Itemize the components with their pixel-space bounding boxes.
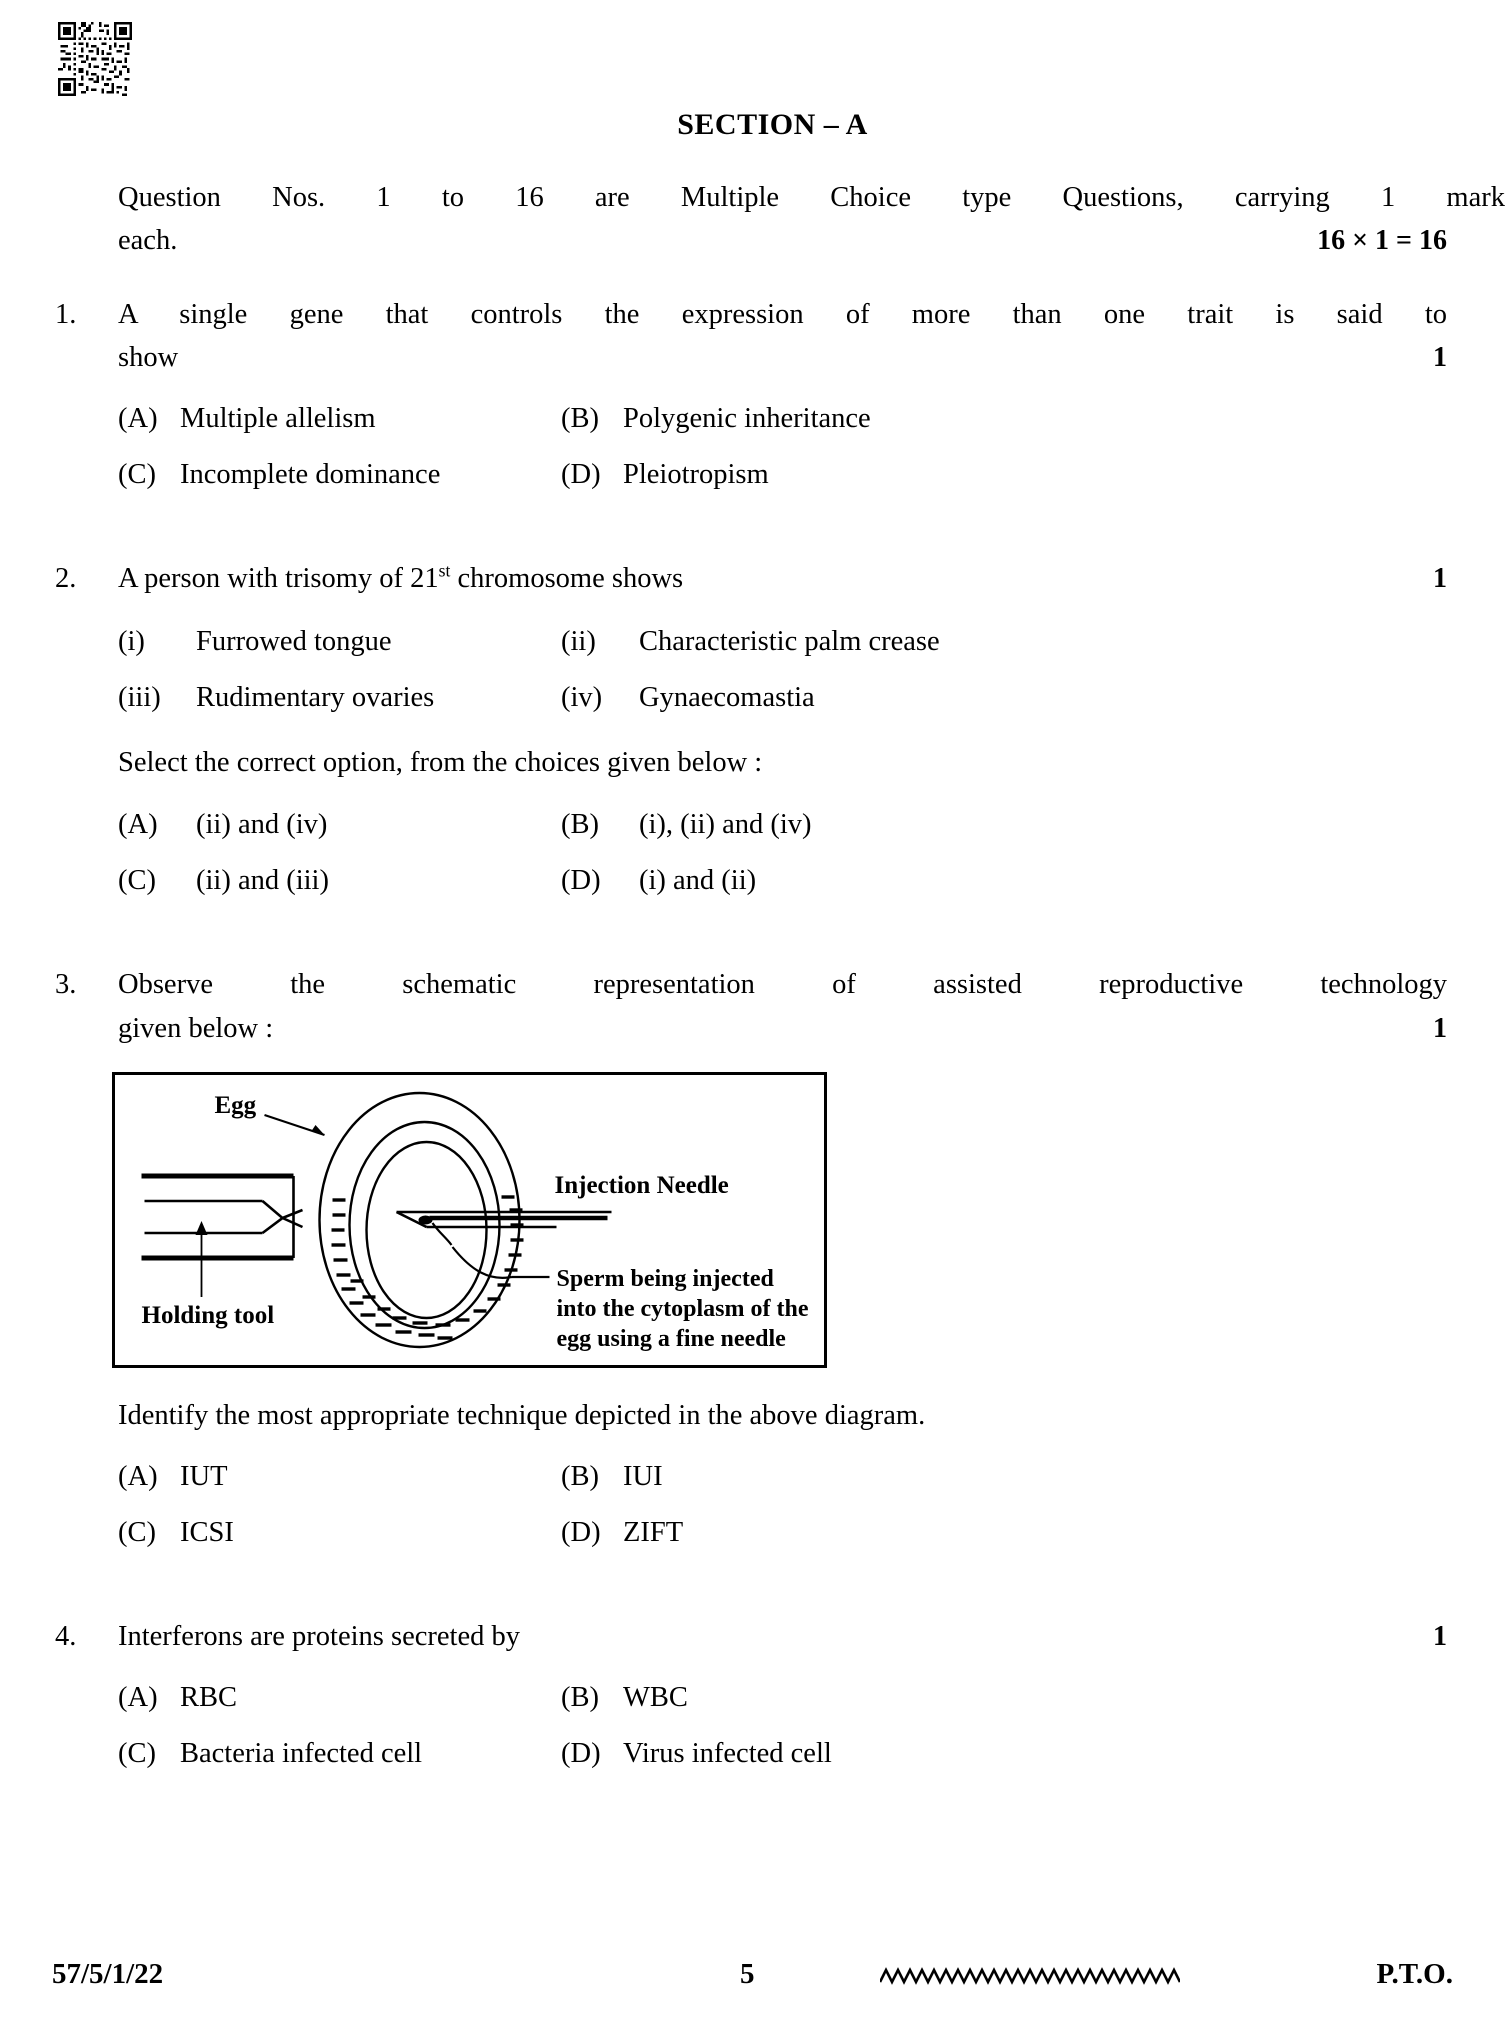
instruction-block (0, 176, 1505, 263)
statement-ii-label: (ii) (561, 625, 596, 657)
option-a-label: (A) (118, 1681, 158, 1713)
option-c[interactable] (118, 1512, 561, 1553)
question-4-text-row (118, 1615, 1447, 1659)
option-d-text: ZIFT (623, 1516, 684, 1548)
section-title: SECTION – A (677, 108, 868, 141)
option-c[interactable] (118, 1733, 561, 1774)
question-2-number: 2. (55, 563, 77, 595)
statement-iv (561, 677, 1447, 718)
option-a-text: (ii) and (iv) (196, 808, 328, 840)
option-d[interactable] (561, 1733, 1447, 1774)
option-a[interactable] (118, 1456, 561, 1497)
question-2-options (118, 804, 1447, 902)
option-b-label: (B) (561, 808, 599, 840)
option-c-label: (C) (118, 865, 156, 897)
question-2-text-row (118, 557, 1447, 601)
question-3-marks: 1 (1433, 1012, 1447, 1044)
question-1 (0, 293, 1505, 495)
statement-i-text: Furrowed tongue (196, 625, 392, 657)
option-row (118, 860, 1447, 901)
option-b-label: (B) (561, 1681, 599, 1713)
option-b-text: (i), (ii) and (iv) (639, 808, 812, 840)
question-2-text (118, 557, 683, 600)
question-4-number: 4. (55, 1621, 77, 1653)
svg-text:Sperm being injected: Sperm being injected (556, 1266, 774, 1293)
statement-iii-label: (iii) (118, 682, 161, 714)
option-d-label: (D) (561, 865, 601, 897)
option-a[interactable] (118, 398, 561, 439)
statement-row (118, 677, 1447, 718)
option-row (118, 1512, 1447, 1553)
statement-iii-text: Rudimentary ovaries (196, 682, 435, 714)
question-3-figure-wrapper (112, 1072, 1505, 1368)
question-2-marks: 1 (1433, 563, 1447, 595)
statement-ii-text: Characteristic palm crease (639, 625, 940, 657)
option-row (118, 454, 1447, 495)
question-2-statements (118, 621, 1447, 719)
option-c[interactable] (118, 454, 561, 495)
option-d-label: (D) (561, 1738, 601, 1770)
question-4-marks: 1 (1433, 1621, 1447, 1653)
question-3-text-line-1: Observe the schematic representation of assisted reproductive technology (118, 969, 1447, 1001)
option-b[interactable] (561, 1677, 1447, 1718)
question-2-ordinal-suffix: st (438, 560, 451, 581)
icsi-diagram (112, 1072, 827, 1368)
page-footer (0, 1958, 1505, 1998)
turn-over-label: P.T.O. (1376, 1958, 1453, 1990)
statement-iii (118, 677, 561, 718)
statement-iv-label: (iv) (561, 682, 603, 714)
question-3-text-line-2: given below : (118, 1012, 274, 1044)
instruction-line-1: Question Nos. 1 to 16 are Multiple Choice type Questions, carrying 1 mark (118, 182, 1505, 213)
option-a-text: IUT (180, 1460, 228, 1492)
svg-text:Egg: Egg (214, 1092, 257, 1120)
question-3-after-figure-text: Identify the most appropriate technique depicted in the above diagram. (118, 1400, 926, 1432)
question-2-text-pre: A person with trisomy of 21 (118, 563, 439, 595)
option-a[interactable] (118, 804, 561, 845)
option-a-text: RBC (180, 1681, 238, 1713)
option-d[interactable] (561, 860, 1447, 901)
paper-code: 57/5/1/22 (52, 1958, 164, 1990)
question-1-text-line-2-row (118, 336, 1447, 380)
option-d-text: Pleiotropism (623, 459, 769, 491)
option-b[interactable] (561, 804, 1447, 845)
option-c-label: (C) (118, 1738, 156, 1770)
svg-text:Holding tool: Holding tool (141, 1302, 275, 1330)
question-1-marks: 1 (1433, 342, 1447, 374)
svg-text:into the cytoplasm of the: into the cytoplasm of the (556, 1296, 809, 1323)
option-c[interactable] (118, 860, 561, 901)
option-a-label: (A) (118, 808, 158, 840)
option-c-text: ICSI (180, 1516, 234, 1548)
page-number: 5 (740, 1958, 755, 1990)
question-1-options (118, 398, 1447, 496)
option-c-label: (C) (118, 459, 156, 491)
question-4-options (118, 1677, 1447, 1775)
question-4 (0, 1615, 1505, 1774)
option-b[interactable] (561, 1456, 1447, 1497)
question-3-options (118, 1456, 1447, 1554)
question-2-select-line: Select the correct option, from the choices given below : (118, 746, 763, 778)
option-b-text: WBC (623, 1681, 688, 1713)
option-b-text: IUI (623, 1460, 663, 1492)
option-a-label: (A) (118, 1460, 158, 1492)
question-3-continued (0, 1394, 1505, 1553)
option-b-text: Polygenic inheritance (623, 402, 871, 434)
option-d[interactable] (561, 1512, 1447, 1553)
option-d-label: (D) (561, 459, 601, 491)
option-c-text: Bacteria infected cell (180, 1738, 423, 1770)
instruction-line-2: each. (118, 225, 178, 257)
option-d-text: Virus infected cell (623, 1738, 832, 1770)
instruction-total-marks: 16 × 1 = 16 (1317, 225, 1447, 257)
statement-i (118, 621, 561, 662)
question-1-number: 1. (55, 298, 77, 330)
option-b[interactable] (561, 398, 1447, 439)
instruction-line-2-row (118, 219, 1505, 263)
question-2 (0, 557, 1505, 901)
statement-i-label: (i) (118, 625, 145, 657)
svg-text:Injection Needle: Injection Needle (554, 1172, 729, 1200)
option-d[interactable] (561, 454, 1447, 495)
statement-ii (561, 621, 1447, 662)
option-row (118, 1456, 1447, 1497)
question-4-text: Interferons are proteins secreted by (118, 1621, 520, 1653)
option-c-text: (ii) and (iii) (196, 865, 329, 897)
option-row (118, 1677, 1447, 1718)
question-3-text-line-2-row (118, 1007, 1447, 1051)
question-1-text-line-2: show (118, 342, 179, 374)
option-b-label: (B) (561, 1460, 599, 1492)
option-c-text: Incomplete dominance (180, 459, 441, 491)
option-b-label: (B) (561, 402, 599, 434)
option-a-label: (A) (118, 402, 158, 434)
option-c-label: (C) (118, 1516, 156, 1548)
question-3-number: 3. (55, 969, 77, 1001)
option-a[interactable] (118, 1677, 561, 1718)
question-2-text-post: chromosome shows (450, 563, 684, 595)
option-a-text: Multiple allelism (180, 402, 376, 434)
statement-iv-text: Gynaecomastia (639, 682, 815, 714)
option-d-text: (i) and (ii) (639, 865, 757, 897)
option-d-label: (D) (561, 1516, 601, 1548)
svg-text:egg using a fine needle: egg using a fine needle (556, 1326, 786, 1353)
option-row (118, 398, 1447, 439)
question-3 (0, 963, 1505, 1050)
option-row (118, 804, 1447, 845)
option-row (118, 1733, 1447, 1774)
zigzag-rule-icon (880, 1964, 1180, 1990)
statement-row (118, 621, 1447, 662)
question-1-text-line-1: A single gene that controls the expression of more than one trait is said to (118, 298, 1447, 330)
